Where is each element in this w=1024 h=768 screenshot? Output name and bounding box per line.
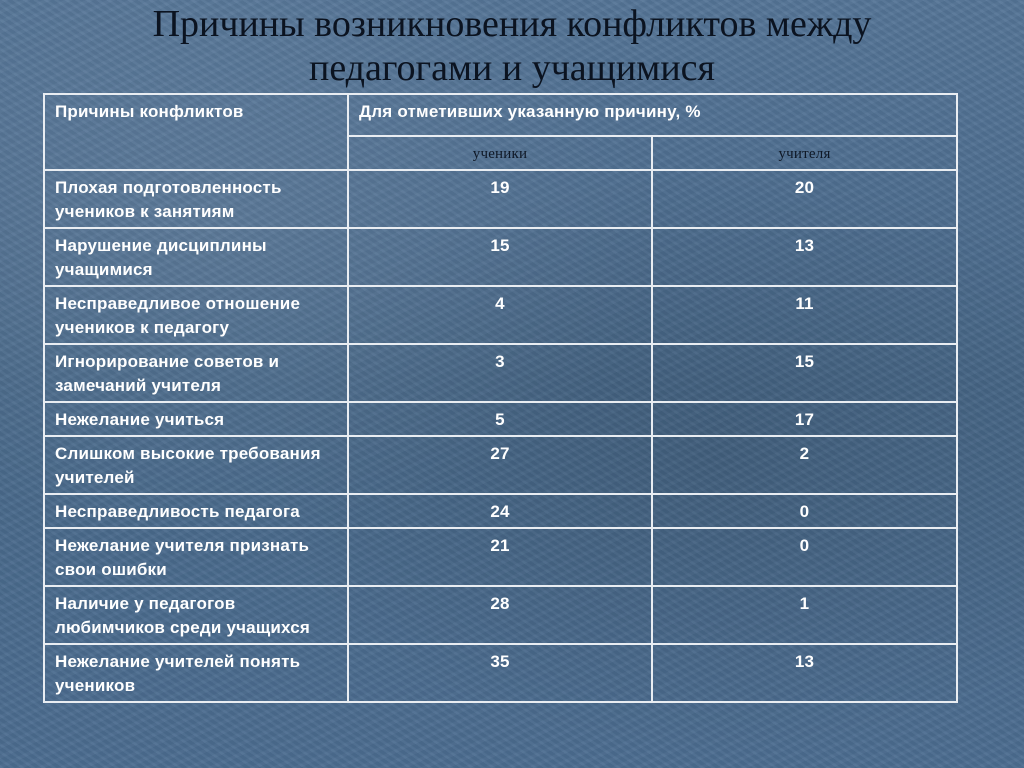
reason-cell: Наличие у педагогов любимчиков среди учащихся: [44, 586, 348, 644]
reason-cell: Плохая подготовленность учеников к занятиям: [44, 170, 348, 228]
table-row: [44, 402, 957, 436]
reason-cell: Слишком высокие требования учителей: [44, 436, 348, 494]
table-row: [44, 286, 957, 344]
students-value: 28: [348, 586, 652, 644]
table-row: [44, 170, 957, 228]
students-value: 3: [348, 344, 652, 402]
teachers-value: 15: [652, 344, 957, 402]
reason-cell: Нежелание учителей понять учеников: [44, 644, 348, 702]
teachers-value: 1: [652, 586, 957, 644]
students-value: 4: [348, 286, 652, 344]
table-row: [44, 228, 957, 286]
students-value: 19: [348, 170, 652, 228]
reason-cell: Нежелание учителя признать свои ошибки: [44, 528, 348, 586]
students-value: 21: [348, 528, 652, 586]
header-percent: Для отметивших указанную причину, %: [348, 94, 957, 136]
subheader-students: ученики: [348, 136, 652, 170]
table-row: [44, 528, 957, 586]
teachers-value: 0: [652, 494, 957, 528]
students-value: 24: [348, 494, 652, 528]
table-header-row: [44, 94, 957, 136]
teachers-value: 2: [652, 436, 957, 494]
reason-cell: Несправедливое отношение учеников к педагогу: [44, 286, 348, 344]
subheader-teachers: учителя: [652, 136, 957, 170]
table-row: [44, 586, 957, 644]
teachers-value: 13: [652, 644, 957, 702]
teachers-value: 0: [652, 528, 957, 586]
reason-cell: Игнорирование советов и замечаний учителя: [44, 344, 348, 402]
slide-title: [0, 0, 1024, 90]
table-row: [44, 494, 957, 528]
students-value: 5: [348, 402, 652, 436]
teachers-value: 13: [652, 228, 957, 286]
teachers-value: 17: [652, 402, 957, 436]
teachers-value: 11: [652, 286, 957, 344]
students-value: 27: [348, 436, 652, 494]
table-row: [44, 644, 957, 702]
reason-cell: Нежелание учиться: [44, 402, 348, 436]
teachers-value: 20: [652, 170, 957, 228]
students-value: 15: [348, 228, 652, 286]
header-reasons: Причины конфликтов: [44, 94, 348, 170]
slide-title-line-2: педагогами и учащимися: [308, 47, 715, 89]
students-value: 35: [348, 644, 652, 702]
conflict-reasons-table: [43, 93, 958, 703]
reason-cell: Нарушение дисциплины учащимися: [44, 228, 348, 286]
slide-title-line-1: Причины возникновения конфликтов между: [152, 3, 872, 45]
table-row: [44, 344, 957, 402]
table-row: [44, 436, 957, 494]
reason-cell: Несправедливость педагога: [44, 494, 348, 528]
